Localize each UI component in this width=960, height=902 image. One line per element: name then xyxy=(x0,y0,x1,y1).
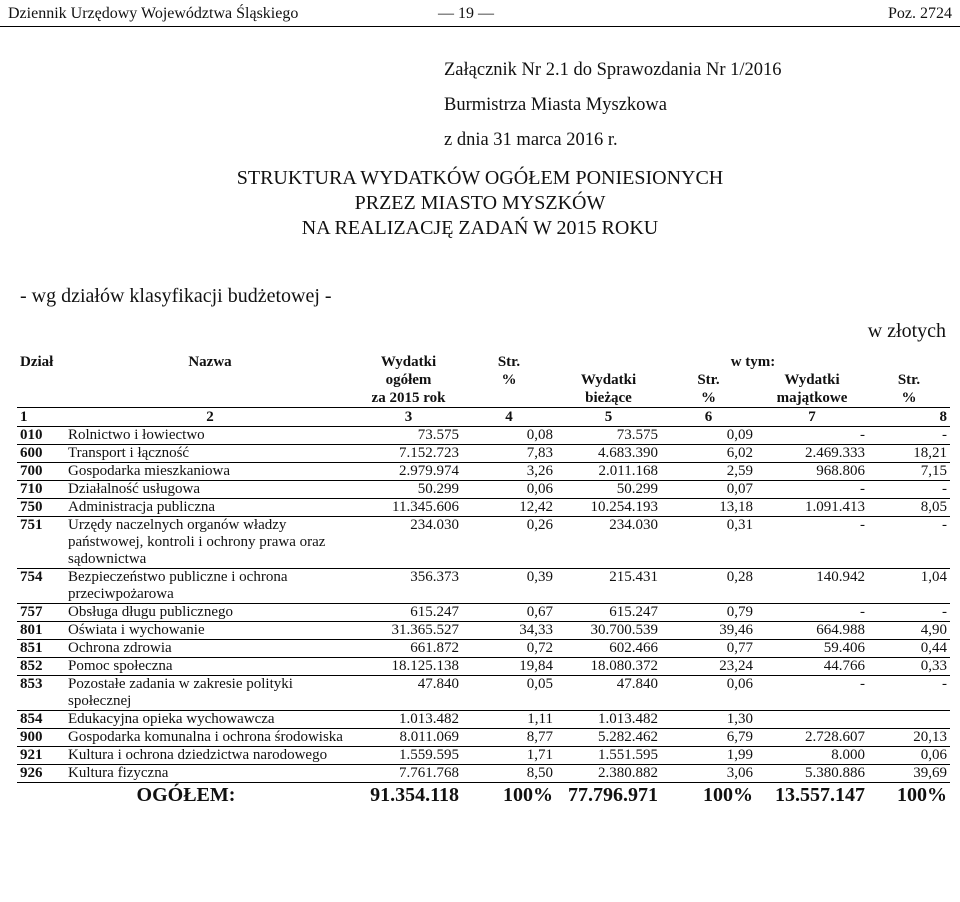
table-row xyxy=(17,481,950,499)
row-wydatki-ogolem: 31.365.527 xyxy=(355,622,462,640)
row-nazwa: Bezpieczeństwo publiczne i ochrona przeciwpożarowa xyxy=(65,569,355,604)
row-wydatki-ogolem: 1.013.482 xyxy=(355,711,462,729)
row-wydatki-biezace: 1.013.482 xyxy=(556,711,661,729)
row-str-biezace: 0,77 xyxy=(661,640,756,658)
total-str-biezace: 100% xyxy=(661,783,756,808)
table-row xyxy=(17,622,950,640)
currency-unit: w złotych xyxy=(867,320,946,342)
row-str: 7,83 xyxy=(462,445,556,463)
table-row xyxy=(17,711,950,729)
row-str-majatkowe: 0,06 xyxy=(868,747,950,765)
column-number: 3 xyxy=(355,408,462,427)
row-wydatki-biezace: 2.380.882 xyxy=(556,765,661,783)
header-wydatki-ogolem-3: za 2015 rok xyxy=(355,389,462,408)
row-wydatki-ogolem: 50.299 xyxy=(355,481,462,499)
table-row xyxy=(17,427,950,445)
row-nazwa: Kultura fizyczna xyxy=(65,765,355,783)
row-dzial: 851 xyxy=(17,640,65,658)
row-nazwa: Administracja publiczna xyxy=(65,499,355,517)
row-str-biezace: 2,59 xyxy=(661,463,756,481)
column-number: 1 xyxy=(17,408,65,427)
row-nazwa: Gospodarka mieszkaniowa xyxy=(65,463,355,481)
row-wydatki-biezace: 50.299 xyxy=(556,481,661,499)
row-wydatki-ogolem: 8.011.069 xyxy=(355,729,462,747)
journal-name: Dziennik Urzędowy Województwa Śląskiego xyxy=(8,5,299,22)
row-wydatki-ogolem: 7.761.768 xyxy=(355,765,462,783)
row-wydatki-biezace: 5.282.462 xyxy=(556,729,661,747)
header-wydatki-ogolem: Wydatki xyxy=(380,354,437,370)
row-dzial: 854 xyxy=(17,711,65,729)
row-str-majatkowe: - xyxy=(868,604,950,622)
table-row xyxy=(17,640,950,658)
row-wydatki-majatkowe: 1.091.413 xyxy=(756,499,868,517)
row-str-majatkowe: - xyxy=(868,676,950,711)
table-row xyxy=(17,747,950,765)
row-str-biezace: 1,99 xyxy=(661,747,756,765)
row-dzial: 710 xyxy=(17,481,65,499)
document-title-line-2: PRZEZ MIASTO MYSZKÓW xyxy=(354,192,606,214)
row-str: 0,26 xyxy=(462,517,556,569)
row-dzial: 900 xyxy=(17,729,65,747)
row-wydatki-majatkowe: 44.766 xyxy=(756,658,868,676)
row-str-biezace: 13,18 xyxy=(661,499,756,517)
header-str-majatkowe: Str. xyxy=(897,372,921,388)
table-row xyxy=(17,658,950,676)
row-wydatki-majatkowe: - xyxy=(756,481,868,499)
table-row xyxy=(17,445,950,463)
row-str-majatkowe: 8,05 xyxy=(868,499,950,517)
row-str: 8,77 xyxy=(462,729,556,747)
row-str-biezace: 39,46 xyxy=(661,622,756,640)
row-str: 0,06 xyxy=(462,481,556,499)
row-dzial: 853 xyxy=(17,676,65,711)
attachment-line-1: Załącznik Nr 2.1 do Sprawozdania Nr 1/2016 xyxy=(444,60,782,80)
row-str: 0,39 xyxy=(462,569,556,604)
row-nazwa: Ochrona zdrowia xyxy=(65,640,355,658)
row-wydatki-ogolem: 47.840 xyxy=(355,676,462,711)
row-dzial: 926 xyxy=(17,765,65,783)
row-wydatki-majatkowe: 59.406 xyxy=(756,640,868,658)
row-wydatki-ogolem: 615.247 xyxy=(355,604,462,622)
total-row xyxy=(17,783,950,808)
row-dzial: 757 xyxy=(17,604,65,622)
row-str-biezace: 3,06 xyxy=(661,765,756,783)
row-wydatki-ogolem: 2.979.974 xyxy=(355,463,462,481)
row-wydatki-ogolem: 11.345.606 xyxy=(355,499,462,517)
header-str-biezace: Str. xyxy=(697,372,720,388)
header-dzial: Dział xyxy=(20,354,54,370)
row-wydatki-biezace: 47.840 xyxy=(556,676,661,711)
header-w-tym: w tym: xyxy=(730,354,776,370)
header-wydatki-ogolem-2: ogółem xyxy=(385,372,432,388)
header-wydatki-majatkowe: Wydatki xyxy=(784,372,840,388)
page-number: — 19 — xyxy=(438,5,494,22)
row-dzial: 750 xyxy=(17,499,65,517)
row-str-biezace: 23,24 xyxy=(661,658,756,676)
row-str-biezace: 1,30 xyxy=(661,711,756,729)
row-dzial: 852 xyxy=(17,658,65,676)
row-str-biezace: 0,31 xyxy=(661,517,756,569)
row-wydatki-majatkowe: 140.942 xyxy=(756,569,868,604)
row-wydatki-ogolem: 356.373 xyxy=(355,569,462,604)
row-str-biezace: 6,02 xyxy=(661,445,756,463)
row-nazwa: Rolnictwo i łowiectwo xyxy=(65,427,355,445)
attachment-line-3: z dnia 31 marca 2016 r. xyxy=(444,130,618,150)
row-wydatki-ogolem: 7.152.723 xyxy=(355,445,462,463)
row-wydatki-ogolem: 1.559.595 xyxy=(355,747,462,765)
table-row xyxy=(17,499,950,517)
total-biezace: 77.796.971 xyxy=(556,783,661,808)
row-dzial: 751 xyxy=(17,517,65,569)
row-nazwa: Działalność usługowa xyxy=(65,481,355,499)
row-str-majatkowe: 7,15 xyxy=(868,463,950,481)
table-row xyxy=(17,729,950,747)
table-body xyxy=(17,427,950,783)
row-str-biezace: 0,79 xyxy=(661,604,756,622)
row-dzial: 754 xyxy=(17,569,65,604)
row-wydatki-majatkowe: - xyxy=(756,517,868,569)
row-wydatki-ogolem: 73.575 xyxy=(355,427,462,445)
expenditure-table xyxy=(17,353,950,807)
row-str-majatkowe: 18,21 xyxy=(868,445,950,463)
row-wydatki-majatkowe: 664.988 xyxy=(756,622,868,640)
row-wydatki-biezace: 215.431 xyxy=(556,569,661,604)
row-str: 0,05 xyxy=(462,676,556,711)
header-str: Str. xyxy=(497,354,521,370)
row-str-majatkowe: 4,90 xyxy=(868,622,950,640)
row-nazwa: Edukacyjna opieka wychowawcza xyxy=(65,711,355,729)
row-str-biezace: 0,07 xyxy=(661,481,756,499)
row-wydatki-biezace: 615.247 xyxy=(556,604,661,622)
column-number: 8 xyxy=(868,408,950,427)
row-wydatki-biezace: 234.030 xyxy=(556,517,661,569)
row-str-majatkowe: 0,44 xyxy=(868,640,950,658)
column-number: 7 xyxy=(756,408,868,427)
table-row xyxy=(17,463,950,481)
column-number-row xyxy=(17,408,950,427)
row-nazwa: Pomoc społeczna xyxy=(65,658,355,676)
row-nazwa: Transport i łączność xyxy=(65,445,355,463)
document-title-line-3: NA REALIZACJĘ ZADAŃ W 2015 ROKU xyxy=(301,217,659,239)
table-row xyxy=(17,604,950,622)
row-str-majatkowe: 0,33 xyxy=(868,658,950,676)
row-str: 1,71 xyxy=(462,747,556,765)
row-wydatki-majatkowe: 968.806 xyxy=(756,463,868,481)
column-number: 6 xyxy=(661,408,756,427)
header-biezace-2: bieżące xyxy=(556,389,661,408)
row-str-majatkowe: 39,69 xyxy=(868,765,950,783)
header-str-percent: % xyxy=(501,372,517,388)
classification-subtitle: - wg działów klasyfikacji budżetowej - xyxy=(20,285,332,307)
row-nazwa: Gospodarka komunalna i ochrona środowiska xyxy=(65,729,355,747)
row-nazwa: Pozostałe zadania w zakresie polityki społecznej xyxy=(65,676,355,711)
row-str-biezace: 0,06 xyxy=(661,676,756,711)
row-nazwa: Urzędy naczelnych organów władzy państwowej, kontroli i ochrony prawa oraz sądownictwa xyxy=(65,517,355,569)
table-row xyxy=(17,676,950,711)
row-str-majatkowe: 20,13 xyxy=(868,729,950,747)
row-dzial: 600 xyxy=(17,445,65,463)
row-str-majatkowe xyxy=(868,711,950,729)
header-str-majatkowe-percent: % xyxy=(868,389,950,408)
row-str: 0,67 xyxy=(462,604,556,622)
total-str: 100% xyxy=(462,783,556,808)
row-str: 1,11 xyxy=(462,711,556,729)
column-number: 4 xyxy=(462,408,556,427)
row-wydatki-majatkowe: 2.469.333 xyxy=(756,445,868,463)
row-wydatki-ogolem: 234.030 xyxy=(355,517,462,569)
row-dzial: 801 xyxy=(17,622,65,640)
table-row xyxy=(17,765,950,783)
row-wydatki-biezace: 602.466 xyxy=(556,640,661,658)
row-str: 8,50 xyxy=(462,765,556,783)
row-wydatki-biezace: 4.683.390 xyxy=(556,445,661,463)
row-dzial: 010 xyxy=(17,427,65,445)
row-wydatki-biezace: 18.080.372 xyxy=(556,658,661,676)
row-str-majatkowe: 1,04 xyxy=(868,569,950,604)
row-str-majatkowe: - xyxy=(868,427,950,445)
row-str-biezace: 0,09 xyxy=(661,427,756,445)
total-label: OGÓŁEM: xyxy=(17,783,355,808)
row-nazwa: Kultura i ochrona dziedzictwa narodowego xyxy=(65,747,355,765)
column-number: 2 xyxy=(65,408,355,427)
row-wydatki-biezace: 30.700.539 xyxy=(556,622,661,640)
row-dzial: 921 xyxy=(17,747,65,765)
row-wydatki-biezace: 73.575 xyxy=(556,427,661,445)
total-str-majatkowe: 100% xyxy=(868,783,950,808)
row-str-biezace: 0,28 xyxy=(661,569,756,604)
row-str-biezace: 6,79 xyxy=(661,729,756,747)
row-str: 0,08 xyxy=(462,427,556,445)
row-str: 3,26 xyxy=(462,463,556,481)
table-row xyxy=(17,517,950,569)
row-str: 19,84 xyxy=(462,658,556,676)
row-wydatki-majatkowe: 5.380.886 xyxy=(756,765,868,783)
row-str: 0,72 xyxy=(462,640,556,658)
row-wydatki-ogolem: 661.872 xyxy=(355,640,462,658)
page-header xyxy=(0,0,960,27)
row-wydatki-ogolem: 18.125.138 xyxy=(355,658,462,676)
row-wydatki-majatkowe: - xyxy=(756,676,868,711)
column-number: 5 xyxy=(556,408,661,427)
row-str-majatkowe: - xyxy=(868,517,950,569)
header-majatkowe-2: majątkowe xyxy=(756,389,868,408)
row-str: 34,33 xyxy=(462,622,556,640)
row-dzial: 700 xyxy=(17,463,65,481)
row-wydatki-majatkowe: - xyxy=(756,427,868,445)
row-wydatki-biezace: 2.011.168 xyxy=(556,463,661,481)
row-wydatki-majatkowe: - xyxy=(756,604,868,622)
total-ogolem: 91.354.118 xyxy=(355,783,462,808)
table-header xyxy=(17,353,950,427)
position-number: Poz. 2724 xyxy=(888,5,952,22)
header-wydatki-biezace: Wydatki xyxy=(580,372,637,388)
row-nazwa: Oświata i wychowanie xyxy=(65,622,355,640)
row-wydatki-biezace: 10.254.193 xyxy=(556,499,661,517)
document-title-line-1: STRUKTURA WYDATKÓW OGÓŁEM PONIESIONYCH xyxy=(236,167,724,189)
row-nazwa: Obsługa długu publicznego xyxy=(65,604,355,622)
header-nazwa: Nazwa xyxy=(188,354,232,370)
header-str-biezace-percent: % xyxy=(661,389,756,408)
table-row xyxy=(17,569,950,604)
attachment-line-2: Burmistrza Miasta Myszkowa xyxy=(444,95,667,115)
row-wydatki-biezace: 1.551.595 xyxy=(556,747,661,765)
total-majatkowe: 13.557.147 xyxy=(756,783,868,808)
row-wydatki-majatkowe xyxy=(756,711,868,729)
row-wydatki-majatkowe: 2.728.607 xyxy=(756,729,868,747)
row-str-majatkowe: - xyxy=(868,481,950,499)
row-wydatki-majatkowe: 8.000 xyxy=(756,747,868,765)
row-str: 12,42 xyxy=(462,499,556,517)
